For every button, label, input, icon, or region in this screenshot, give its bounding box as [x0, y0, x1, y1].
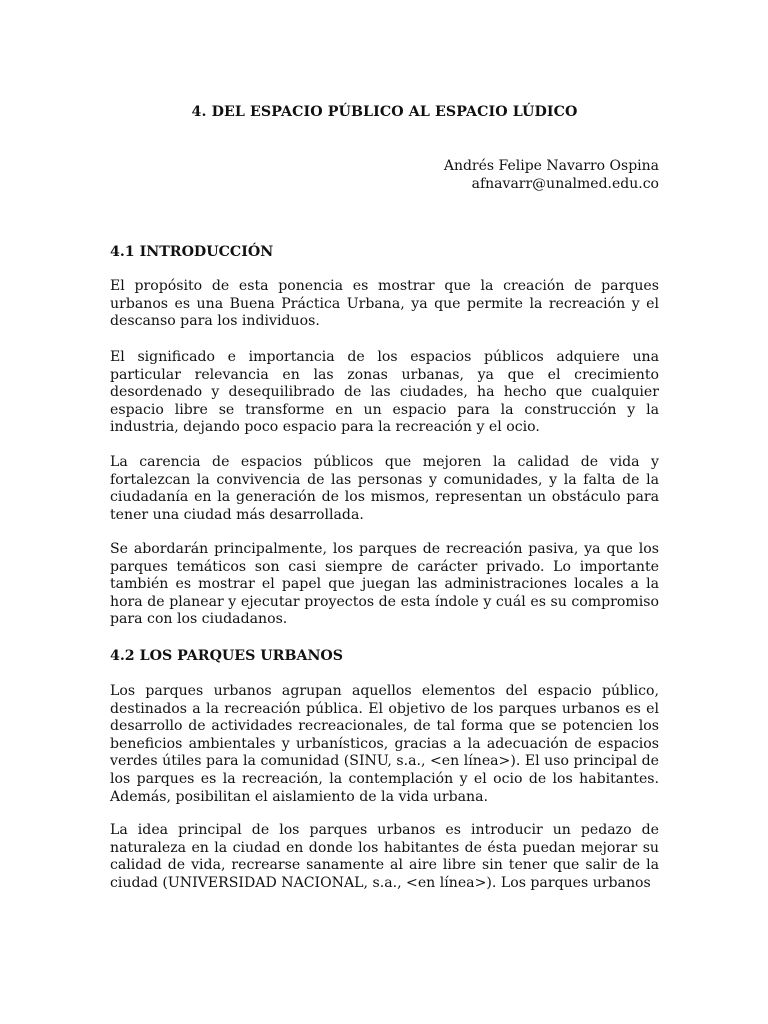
- author-name: Andrés Felipe Navarro Ospina: [443, 158, 659, 174]
- author-email: afnavarr@unalmed.edu.co: [471, 176, 659, 192]
- section-heading-introduccion: 4.1 INTRODUCCIÓN: [110, 244, 274, 260]
- paragraph: Se abordarán principalmente, los parques de recreación pasiva, ya que los parques temáticos son casi siempre de carácter privado. Lo importante también es mostrar el papel que juegan las administraciones locales a la hora de planear y ejecutar proyectos de esta índole y cuál es su compromiso para con los ciudadanos.: [110, 541, 659, 628]
- section-heading-parques-urbanos: 4.2 LOS PARQUES URBANOS: [110, 648, 344, 664]
- paragraph: Los parques urbanos agrupan aquellos elementos del espacio público, destinados a la recreación pública. El objetivo de los parques urbanos es el desarrollo de actividades recreacionales, de tal forma que se potencien los beneficios ambientales y urbanísticos, gracias a la adecuación de espacios verdes útiles para la comunidad (SINU, s.a., <en línea>). El uso principal de los parques es la recreación, la contemplación y el ocio de los habitantes. Además, posibilitan el aislamiento de la vida urbana.: [110, 683, 659, 805]
- paragraph: El significado e importancia de los espacios públicos adquiere una particular relevancia en las zonas urbanas, ya que el crecimiento desordenado y desequilibrado de las ciudades, ha hecho que cualquier espacio libre se transforme en un espacio para la construcción y la industria, dejando poco espacio para la recreación y el ocio.: [110, 349, 659, 436]
- document-title: 4. DEL ESPACIO PÚBLICO AL ESPACIO LÚDICO: [191, 104, 578, 120]
- author-block: [444, 157, 659, 193]
- paragraph: La idea principal de los parques urbanos es introducir un pedazo de naturaleza en la ciudad en donde los habitantes de ésta puedan mejorar su calidad de vida, recrearse sanamente al aire libre sin tener que salir de la ciudad (UNIVERSIDAD NACIONAL, s.a., <en línea>). Los parques urbanos: [110, 822, 659, 891]
- paragraph: El propósito de esta ponencia es mostrar que la creación de parques urbanos es una Buena Práctica Urbana, ya que permite la recreación y el descanso para los individuos.: [110, 278, 659, 330]
- paragraph: La carencia de espacios públicos que mejoren la calidad de vida y fortalezcan la convivencia de las personas y comunidades, y la falta de la ciudadanía en la generación de los mismos, representan un obstáculo para tener una ciudad más desarrollada.: [110, 454, 659, 523]
